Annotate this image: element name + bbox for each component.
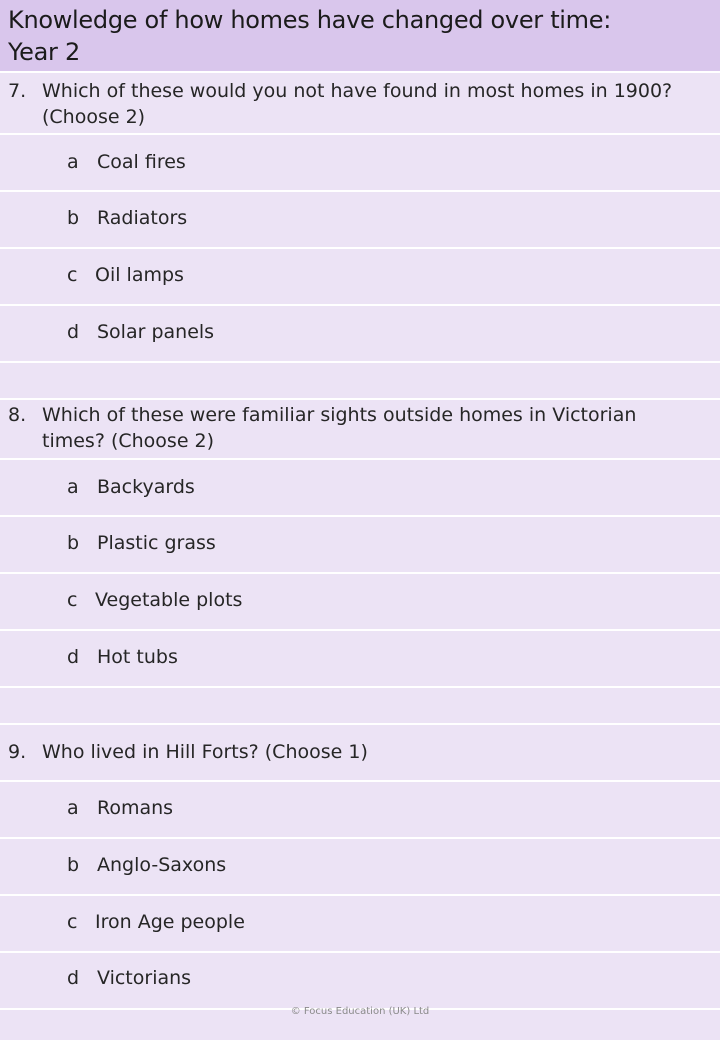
option-8c[interactable]: c Vegetable plots	[67, 589, 243, 611]
option-9a[interactable]: a Romans	[67, 797, 174, 819]
title-bar	[0, 0, 720, 73]
option-row[interactable]	[0, 460, 720, 517]
page-subtitle: Year 2	[8, 38, 80, 66]
option-9d[interactable]: d Victorians	[67, 967, 192, 989]
option-row[interactable]	[0, 249, 720, 306]
question-number: 7.	[8, 80, 27, 102]
question-number: 8.	[8, 404, 27, 426]
option-row[interactable]	[0, 574, 720, 631]
copyright-footer: © Focus Education (UK) Ltd	[290, 1006, 430, 1017]
question-line: Who lived in Hill Forts? (Choose 1)	[42, 741, 368, 763]
option-7b[interactable]: b Radiators	[67, 207, 188, 229]
option-7d[interactable]: d Solar panels	[67, 321, 215, 343]
spacer-row	[0, 363, 720, 400]
question-8-row	[0, 400, 720, 460]
option-row[interactable]	[0, 953, 720, 1010]
option-row[interactable]	[0, 896, 720, 953]
option-7a[interactable]: a Coal fires	[67, 151, 186, 173]
question-number: 9.	[8, 741, 27, 763]
question-7-choose: (Choose 2)	[42, 106, 146, 128]
option-row[interactable]	[0, 782, 720, 839]
question-7-text	[8, 78, 672, 104]
option-8a[interactable]: a Backyards	[67, 476, 195, 498]
page-title: Knowledge of how homes have changed over time:	[8, 6, 612, 34]
option-row[interactable]	[0, 306, 720, 363]
question-8-choose: times? (Choose 2)	[42, 430, 215, 452]
option-7c[interactable]: c Oil lamps	[67, 264, 184, 286]
question-8-text	[8, 402, 636, 428]
question-line: Which of these would you not have found in most homes in 1900?	[42, 80, 673, 102]
option-8b[interactable]: b Plastic grass	[67, 532, 216, 554]
option-9c[interactable]: c Iron Age people	[67, 911, 245, 933]
spacer-row	[0, 688, 720, 725]
question-7-row	[0, 73, 720, 135]
question-9-row	[0, 725, 720, 782]
option-row[interactable]	[0, 192, 720, 249]
option-9b[interactable]: b Anglo-Saxons	[67, 854, 227, 876]
question-line: Which of these were familiar sights outside homes in Victorian	[42, 404, 637, 426]
option-row[interactable]	[0, 631, 720, 688]
option-8d[interactable]: d Hot tubs	[67, 646, 178, 668]
option-row[interactable]	[0, 839, 720, 896]
question-9-text	[8, 739, 368, 765]
option-row[interactable]	[0, 517, 720, 574]
option-row[interactable]	[0, 135, 720, 192]
